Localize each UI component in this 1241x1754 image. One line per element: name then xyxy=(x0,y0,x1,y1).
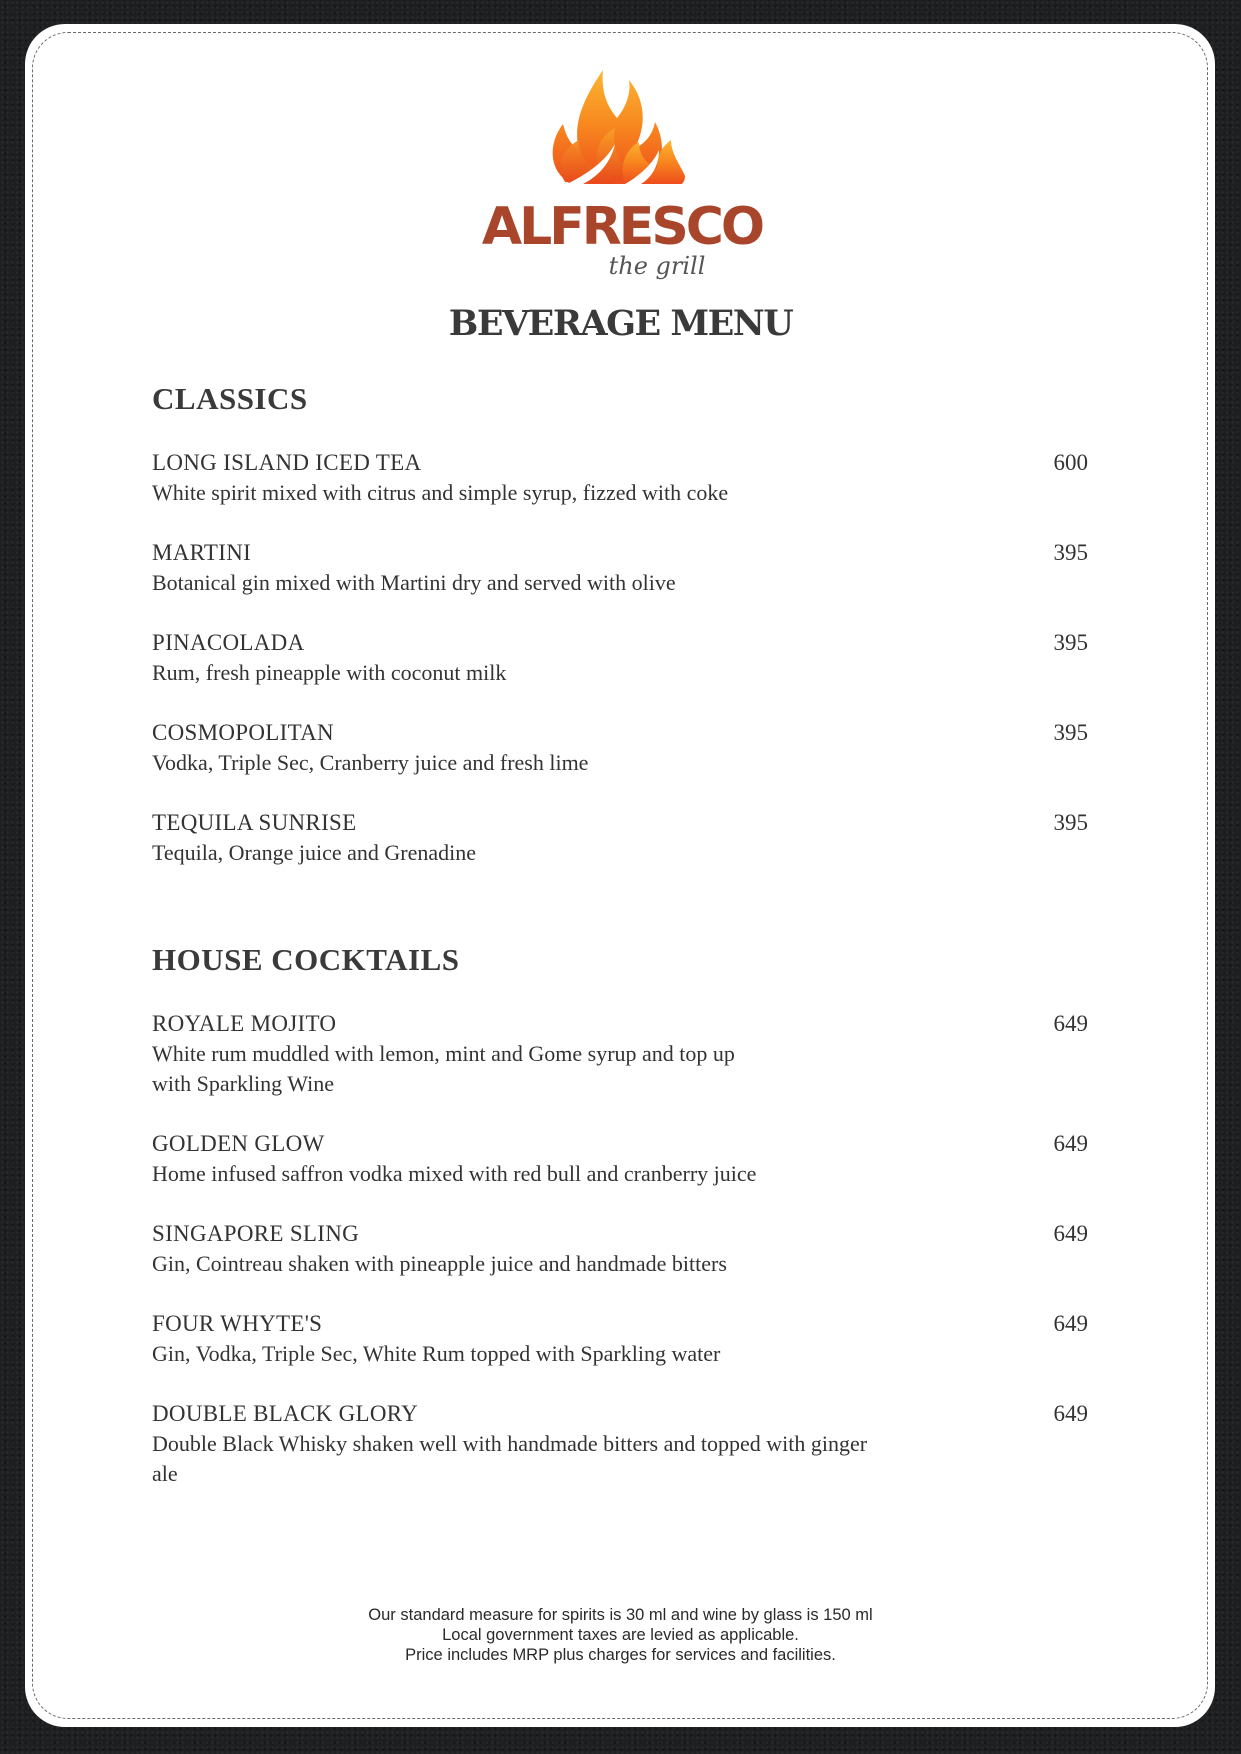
brand-tagline: the grill xyxy=(608,252,706,280)
item-description: Double Black Whisky shaken well with handmade bitters and topped with ginger ale xyxy=(152,1431,868,1486)
footer-line: Local government taxes are levied as applicable. xyxy=(442,1626,799,1644)
item-name: DOUBLE BLACK GLORY xyxy=(152,1401,419,1426)
item-price: 600 xyxy=(1053,450,1088,475)
section-title-classics: CLASSICS xyxy=(152,381,308,416)
item-description: White spirit mixed with citrus and simple syrup, fizzed with coke xyxy=(152,480,729,505)
item-name: FOUR WHYTE'S xyxy=(152,1311,323,1336)
brand-logo xyxy=(481,62,763,288)
footer-line: Our standard measure for spirits is 30 ml and wine by glass is 150 ml xyxy=(368,1606,873,1624)
item-description: Rum, fresh pineapple with coconut milk xyxy=(152,660,507,685)
menu-item xyxy=(152,1219,1090,1279)
item-name: GOLDEN GLOW xyxy=(152,1131,325,1156)
menu-item xyxy=(152,1309,1090,1369)
item-name: PINACOLADA xyxy=(152,630,305,655)
item-name: LONG ISLAND ICED TEA xyxy=(152,450,422,475)
menu-item xyxy=(152,808,1090,868)
footer-notes xyxy=(0,1605,1241,1665)
item-price: 395 xyxy=(1053,540,1088,565)
item-description: Tequila, Orange juice and Grenadine xyxy=(152,840,477,865)
section-title-house-cocktails: HOUSE COCKTAILS xyxy=(152,942,460,977)
menu-item xyxy=(152,718,1090,778)
menu-item xyxy=(152,1009,1090,1099)
item-name: SINGAPORE SLING xyxy=(152,1221,360,1246)
item-price: 649 xyxy=(1053,1131,1088,1156)
item-description: Gin, Cointreau shaken with pineapple juice and handmade bitters xyxy=(152,1251,727,1276)
flame-icon xyxy=(481,62,763,288)
item-description: Home infused saffron vodka mixed with red bull and cranberry juice xyxy=(152,1161,757,1186)
item-description: White rum muddled with lemon, mint and Gome syrup and top up with Sparkling Wine xyxy=(152,1041,735,1096)
item-name: MARTINI xyxy=(152,540,252,565)
menu-item xyxy=(152,628,1090,688)
menu-item xyxy=(152,1399,1090,1489)
page-title: BEVERAGE MENU xyxy=(448,303,793,344)
item-description: Vodka, Triple Sec, Cranberry juice and fresh lime xyxy=(152,750,589,775)
item-description: Botanical gin mixed with Martini dry and served with olive xyxy=(152,570,676,595)
item-price: 649 xyxy=(1053,1221,1088,1246)
footer-line: Price includes MRP plus charges for services and facilities. xyxy=(405,1646,836,1664)
menu-item xyxy=(152,538,1090,598)
item-name: TEQUILA SUNRISE xyxy=(152,810,357,835)
item-price: 395 xyxy=(1053,810,1088,835)
item-price: 649 xyxy=(1053,1011,1088,1036)
brand-name: ALFRESCO xyxy=(481,197,763,257)
item-price: 649 xyxy=(1053,1311,1088,1336)
menu-item xyxy=(152,448,1090,508)
item-description: Gin, Vodka, Triple Sec, White Rum topped with Sparkling water xyxy=(152,1341,721,1366)
item-name: COSMOPOLITAN xyxy=(152,720,334,745)
item-price: 395 xyxy=(1053,720,1088,745)
item-price: 649 xyxy=(1053,1401,1088,1426)
menu-item xyxy=(152,1129,1090,1189)
item-name: ROYALE MOJITO xyxy=(152,1011,337,1036)
item-price: 395 xyxy=(1053,630,1088,655)
